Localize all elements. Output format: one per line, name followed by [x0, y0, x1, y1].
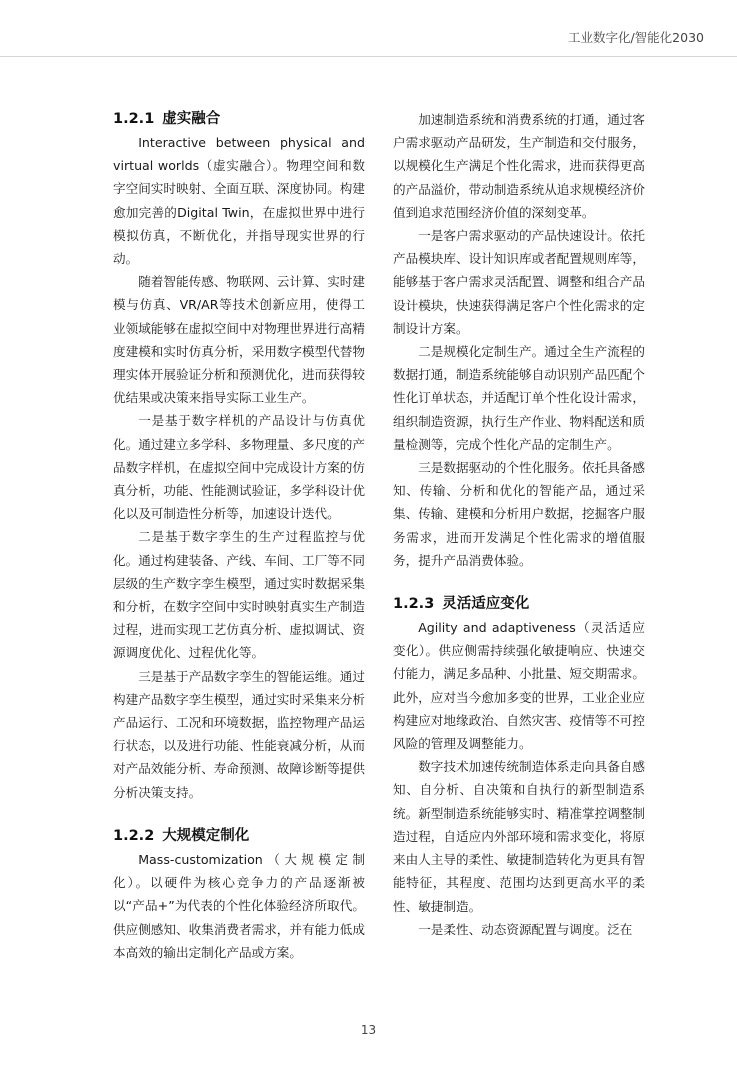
section-title: 灵活适应变化	[442, 596, 530, 613]
paragraph: 一是基于数字样机的产品设计与仿真优化。通过建立多学科、多物理量、多尺度的产品数字样机，在虚拟空间中完成设计方案的仿真分析，功能、性能测试验证，多学科设计优化以及可制造性分析等，加速设计迭代。	[113, 413, 365, 522]
section-number: 1.2.3	[393, 596, 435, 613]
section-number: 1.2.2	[113, 827, 155, 844]
paragraph: Interactive between physical and virtual worlds（虚实融合）。物理空间和数字空间实时映射、全面互联、深度协同。构建愈加完善的Digital Twin，在虚拟世界中进行模拟仿真，不断优化，并指导现实世界的行动。	[113, 135, 365, 267]
page-number: 13	[360, 1023, 377, 1037]
paragraph: 一是柔性、动态资源配置与调度。泛在	[418, 921, 633, 937]
section-gap	[113, 804, 365, 825]
section-heading-1-2-1	[113, 108, 365, 130]
section-heading-1-2-2	[113, 825, 365, 847]
section-number: 1.2.1	[113, 111, 155, 127]
paragraph: 三是数据驱动的个性化服务。依托具备感知、传输、分析和优化的智能产品，通过采集、传输、建模和分析用户数据，挖掘客户服务需求，进而开发满足个性化需求的增值服务，提升产品消费体验。	[393, 460, 645, 568]
section-title: 虚实融合	[162, 111, 221, 127]
left-column	[113, 108, 365, 964]
paragraph: 三是基于产品数字孪生的智能运维。通过构建产品数字孪生模型，通过实时采集来分析产品运行、工况和环境数据，监控物理产品运行状态，以及进行功能、性能衰减分析，从而对产品效能分析、寿命预测、故障诊断等提供分析决策支持。	[113, 668, 365, 800]
header-divider	[0, 56, 737, 57]
paragraph: 一是客户需求驱动的产品快速设计。依托产品模块库、设计知识库或者配置规则库等，能够基于客户需求灵活配置、调整和组合产品设计模块，快速获得满足客户个性化需求的定制设计方案。	[393, 228, 645, 336]
paragraph: 二是规模化定制生产。通过全生产流程的数据打通，制造系统能够自动识别产品匹配个性化订单状态，并适配订单个性化设计需求，组织制造资源，执行生产作业、物料配送和质量检测等，完成个性化产品的定制生产。	[393, 344, 645, 452]
section-title: 大规模定制化	[162, 827, 250, 844]
paragraph: 二是基于数字孪生的生产过程监控与优化。通过构建装备、产线、车间、工厂等不同层级的生产数字孪生模型，通过实时数据采集和分析，在数字空间中实时映射真实生产制造过程，进而实现工艺仿真分析、虚拟调试、资源调度优化、过程优化等。	[113, 529, 365, 661]
section-heading-1-2-3	[393, 593, 645, 615]
paragraph: Mass-customization（大规模定制化）。以硬件为核心竞争力的产品逐渐被以“产品+”为代表的个性化体验经济所取代。供应侧感知、收集消费者需求，并有能力低成本高效的输出定制化产品或方案。	[113, 851, 365, 960]
paragraph: 数字技术加速传统制造体系走向具备自感知、自分析、自决策和自执行的新型制造系统。新型制造系统能够实时、精准掌控调整制造过程，自适应内外部环境和需求变化，将原来由人主导的柔性、敏捷制造转化为更具有智能特征，其程度、范围均达到更高水平的柔性、敏捷制造。	[393, 759, 645, 914]
section-gap	[393, 572, 645, 593]
right-column	[393, 108, 645, 941]
running-header: 工业数字化/智能化2030	[567, 30, 704, 45]
paragraph: 随着智能传感、物联网、云计算、实时建模与仿真、VR/AR等技术创新应用，使得工业领域能够在虚拟空间中对物理世界进行高精度建模和实时仿真分析，采用数字模型代替物理实体开展验证分析和预测优化，进而获得较优结果或决策来指导实际工业生产。	[113, 274, 365, 406]
paragraph: 加速制造系统和消费系统的打通，通过客户需求驱动产品研发，生产制造和交付服务，以规模化生产满足个性化需求，进而获得更高的产品溢价，带动制造系统从追求规模经济价值到追求范围经济价值的深刻变革。	[393, 112, 645, 220]
paragraph: Agility and adaptiveness（灵活适应变化）。供应侧需持续强化敏捷响应、快速交付能力，满足多品种、小批量、短交期需求。此外，应对当今愈加多变的世界，工业企业应构建应对地缘政治、自然灾害、疫情等不可控风险的管理及调整能力。	[393, 620, 645, 752]
